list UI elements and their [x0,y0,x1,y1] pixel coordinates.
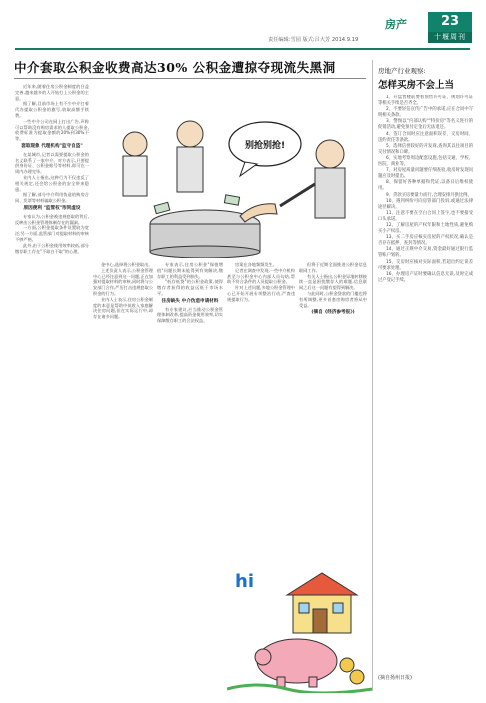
sidebar-body [378,95,473,650]
hi-lettering: hi [235,571,254,592]
house-piggybank-illustration [227,565,373,693]
list-item: 14、通过正规中介交易,资金最好通过银行监管账户划转。 [378,247,473,259]
list-item: 13、买二手房应核实房屋的产权状况,确认是否存在抵押、查封等情况。 [378,235,473,247]
article-column-5 [299,262,367,492]
sidebar-title: 怎样买房不会上当 [378,80,455,91]
editor-credits: 责任编辑:雪园 版式:吕大芳 2014.9.19 [268,37,359,43]
page-header [0,0,486,50]
list-item: 1、开盘售楼前要看预售许可证、规划许可证等相关手续是否齐全。 [378,95,473,107]
paragraph: 在某城市,记者以需要提取公积金的名义联系了一家中介。对方表示,只要提供身份证、公积金账号等材料,即可在一周内办理完毕。 [15,151,89,175]
article-column-4 [227,262,295,562]
list-item: 3、警惕以"内部认购""特价房"等名义进行的促销活动,避免预付定金后无法退还。 [378,119,473,131]
list-item: 8、保留好各种单据和凭证,以备日后维权使用。 [378,180,473,192]
speech-bubble-text: 别抢别抢! [244,141,286,151]
list-item: 5、选择信誉较好的开发商,查询其以往项目的交付情况和口碑。 [378,143,473,155]
paragraph: 据了解,目前市场上有不少中介打着代办提取公积金的旗号,收取高额手续费。 [15,101,89,118]
paragraph: 上述负责人表示,公积金管理中心已经注意到这一问题,正在加强对提取材料的审核,同时将与公安部门合作,严厉打击违规套取公积金的行为。 [93,267,153,296]
cartoon-illustration [95,84,367,258]
paragraph: 有专家建议,应当推动公积金管理体制改革,提高资金使用效率,切实保障缴存职工的合法权益。 [157,306,223,324]
sidebar-source: (摘自扬州日报) [378,675,412,681]
sidebar-kicker: 房地产行业观察: [378,67,426,75]
paragraph: 但将于近期全面推进公积金信息联网工作。 [299,262,367,273]
sidebar-article [378,66,473,650]
article-headline: 中介套取公积金收费高达30% 公积金遭掠夺现流失黑洞 [14,60,336,75]
article-column-3 [157,262,223,696]
paragraph: 专家认为,公积金被违规套取的背后,反映出公积金管理体制存在的漏洞。 [15,213,89,225]
list-item: 7、对房屋质量问题要仔细查验,收房时发现问题应及时提出。 [378,168,473,180]
paragraph: 针对上述问题,多地公积金管理中心已开始开展专项整治行动,严查违规提取行为。 [227,285,295,302]
list-item: 15、交房时应核对实际面积,若超出约定误差可要求处理。 [378,259,473,271]
page-number: 23 [428,12,472,32]
paragraph: 一方面,公积金提取条件设置较为宽泛;另一方面,监管部门对提取材料的审核不够严格。 [15,225,89,242]
paragraph: 与此同时,公积金贷款的门槛也将有所调整,更多首套房购房者将从中受益。 [299,290,367,308]
list-item: 2、不要轻信宣传广告中的承诺,应在合同中写明相关条款。 [378,107,473,119]
paragraph: "低存低贷"的公积金政策,使得缴存者获得的收益远低于市场水平。 [157,279,223,296]
list-item: 11、注意不要在空白合同上签字,也不要接受口头承诺。 [378,210,473,222]
headline-rule [14,78,366,79]
list-item: 9、贷款买房要量力而行,合理安排月供比例。 [386,192,472,198]
paragraph: 一些中介公司在网上打出广告,声称可以帮助没有购房需求的人提取公积金,收费标准为提取金额的20%到30%不等。 [15,118,89,142]
paragraph: 专家表示,住房公积金"保值增值"问题长期未能得到有效解决,缴存职工的利益受到损失。 [157,262,223,279]
paragraph: 近年来,随着住房公积金制度的日益完善,越来越多的人开始打上公积金的主意。 [15,84,89,101]
subheading: 住房缺失 中介伪造申请材料 [161,298,219,304]
article-column-2 [93,262,153,696]
article-column-1 [15,84,89,696]
list-item: 16、办理房产证时要确认信息无误,及时完成过户登记手续。 [378,271,473,283]
paragraph: 此外,由于公积金使用效率较低,部分缴存职工存在"不取白不取"的心理。 [15,242,89,254]
section-label: 房产 [385,18,407,31]
article-source: (摘自《经济参考报》) [311,310,355,316]
list-item: 6、实地考察周边配套设施,包括交通、学校、医院、商业等。 [378,155,473,168]
paper-name: 十堰周刊 [428,32,472,43]
paragraph: 房案在各地频频发生。 [235,262,277,267]
column-divider [372,60,373,690]
list-item: 4、签订合同时应注意面积误差、交房时间、违约责任等条款。 [378,131,473,143]
paragraph: 据了解,部分中介利用伪造的购房合同、发票等材料骗取公积金。 [15,192,89,204]
subheading: 原因便利 "监管权"形同虚设 [23,205,81,211]
header-rule [15,48,470,50]
paragraph: 金中心,选择将公积金取出。 [101,262,153,267]
paragraph: 记者在调查中发现,一些中介机构甚至与公积金中心内部人员勾结,帮助不符合条件的人员提取公积金。 [227,267,295,285]
paragraph: 业内人士表示,住房公积金制度的本意是帮助中低收入家庭解决住房问题,但在实际运行中,却存在诸多问题。 [93,296,153,320]
list-item: 10、遇到纠纷可向房管部门投诉,或通过法律途径解决。 [378,198,473,210]
paragraph: 业内人士指出,这种行为不仅违反了相关规定,还会给公积金的安全带来隐患。 [15,174,89,192]
list-item: 12、了解房屋的产权年限和土地性质,避免购买小产权房。 [378,222,473,235]
paragraph: 有关人士指出,公积金异地转移接续一直是困扰缴存人的难题,信息联网之后这一问题有望得到解决。 [299,273,367,291]
subheading: 套取现象 代理机构"监守自盗" [21,143,83,149]
